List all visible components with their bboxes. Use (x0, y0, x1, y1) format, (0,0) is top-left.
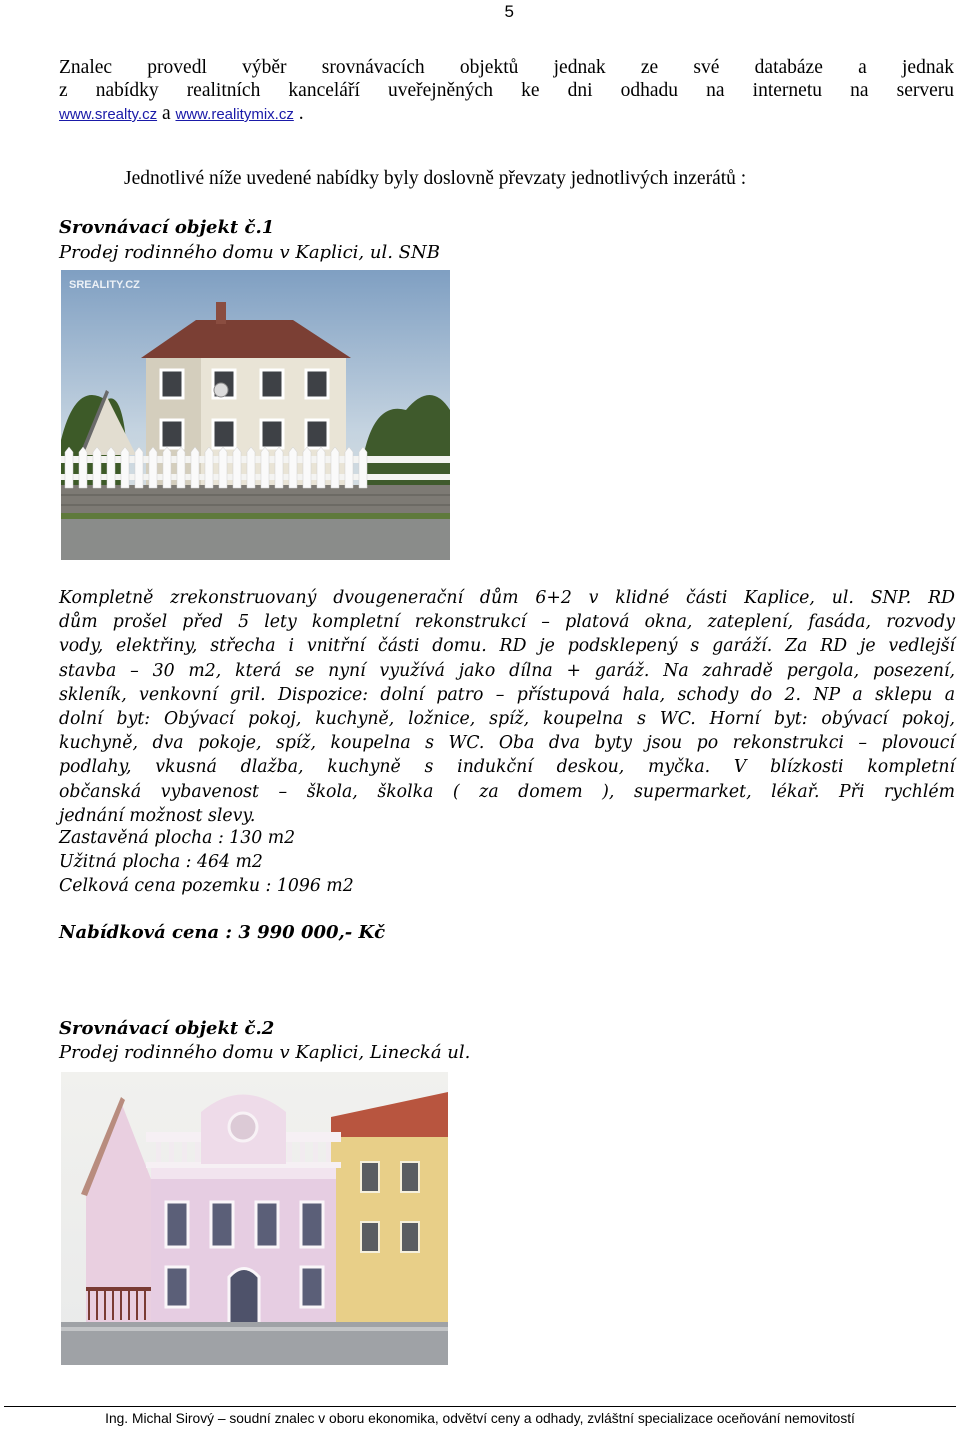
object1-title: Srovnávací objekt č.1 (59, 217, 275, 238)
object1-description (59, 586, 955, 828)
fact-land-area: Celková cena pozemku : 1096 m2 (59, 876, 354, 897)
intro-line-2: z nabídky realitních kanceláří uveřejněných ke dni odhadu na internetu na serveru (59, 80, 954, 101)
desc-line-8: podlahy, vkusná dlažba, kuchyně s indukční deskou, myčka. V blízkosti kompletní (59, 757, 955, 778)
object1-price: Nabídková cena : 3 990 000,- Kč (59, 922, 386, 943)
fact-built-area: Zastavěná plocha : 130 m2 (59, 828, 296, 848)
object2-title: Srovnávací objekt č.2 (59, 1018, 275, 1039)
intro-line-1: Znalec provedl výběr srovnávacích objektů jednak ze své databáze a jednak (59, 57, 954, 78)
object2-photo (61, 1072, 448, 1365)
intro-second-paragraph: Jednotlivé níže uvedené nabídky byly doslovně převzaty jednotlivých inzerátů : (124, 168, 747, 189)
srealty-link[interactable]: www.srealty.cz (59, 106, 158, 123)
footer-rule (4, 1406, 956, 1407)
intro-paragraph (59, 56, 954, 126)
desc-line-7: kuchyně, dva pokoje, spíž, koupelna s WC. Oba dva byty jsou po rekonstrukci – plovoucí (59, 733, 955, 754)
desc-line-4: stavba – 30 m2, která se nyní využívá jako dílna + garáž. Na zahradě pergola, posezení, (59, 660, 955, 681)
desc-line-6: dolní byt: Obývací pokoj, kuchyně, ložnice, spíž, koupelna s WC. Horní byt: obývací pokoj, (59, 709, 955, 730)
object1-facts (59, 826, 354, 899)
intro-and: a (161, 103, 171, 124)
desc-line-2: dům prošel před 5 lety kompletní rekonstrukcí – platová okna, zateplení, fasáda, rozvody (59, 612, 955, 633)
desc-line-1: Kompletně zrekonstruovaný dvougenerační dům 6+2 v klidné části Kaplice, ul. SNP. RD (59, 588, 955, 608)
footer-text: Ing. Michal Sirový – soudní znalec v oboru ekonomika, odvětví ceny a odhady, zvláštní specializace oceňování nemovitostí (105, 1411, 855, 1426)
object1-photo (61, 270, 450, 560)
fact-usable-area: Užitná plocha : 464 m2 (59, 852, 263, 873)
object2-subtitle: Prodej rodinného domu v Kaplici, Linecká ul. (59, 1042, 471, 1063)
desc-line-5: skleník, venkovní gril. Dispozice: dolní patro – přístupová hala, schody do 2. NP a sklepu a (59, 684, 955, 705)
desc-line-3: vody, elektřiny, střecha i vnitřní části domu. RD je podsklepený s garáží. Za RD je vedlejší (59, 636, 955, 657)
object1-subtitle: Prodej rodinného domu v Kaplici, ul. SNB (59, 242, 440, 263)
desc-line-9: občanská vybavenost – škola, školka ( za domem ), supermarket, lékař. Při rychlém (59, 781, 955, 802)
intro-period: . (298, 103, 304, 124)
object1-photo-watermark: SREALITY.CZ (69, 279, 140, 291)
page-number: 5 (504, 2, 514, 21)
desc-line-10: jednání možnost slevy. (59, 805, 256, 826)
realitymix-link[interactable]: www.realitymix.cz (175, 106, 294, 123)
